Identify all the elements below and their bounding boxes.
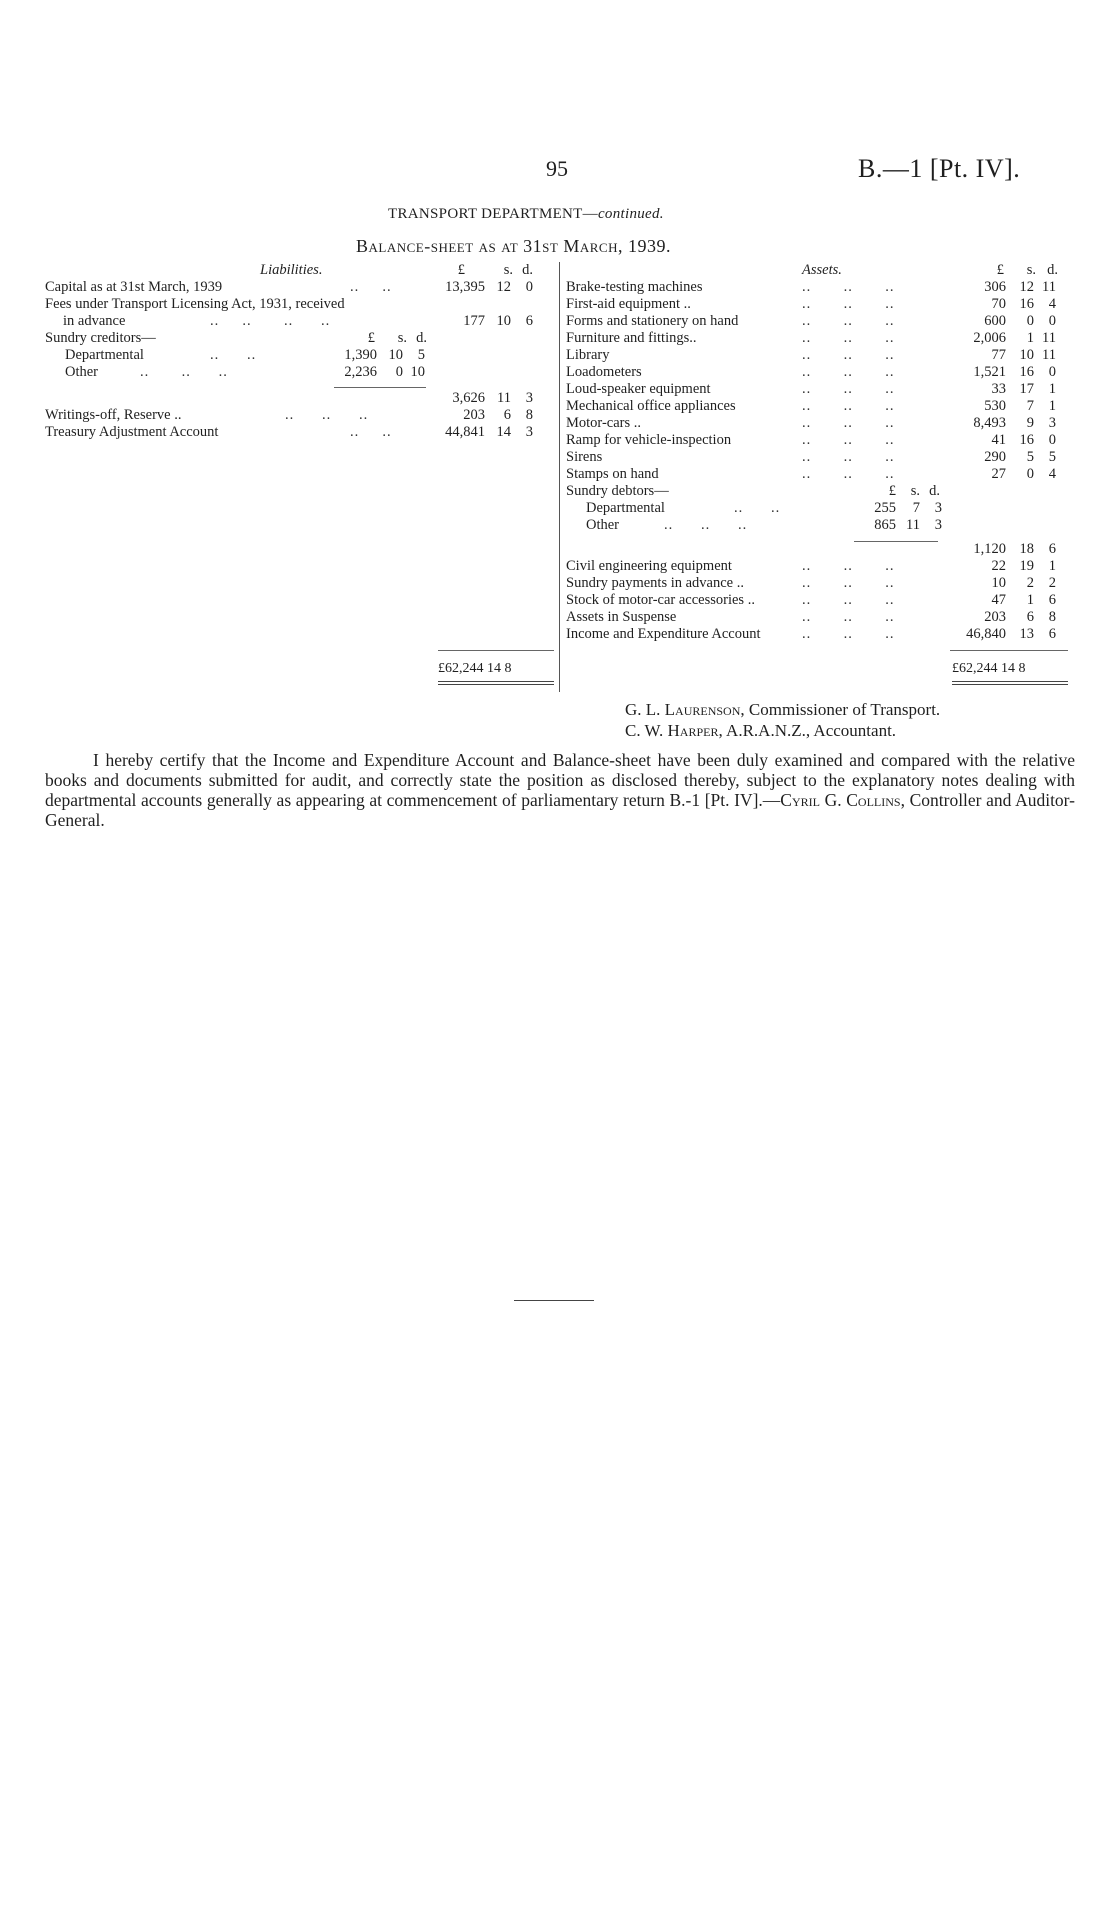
shillings: 12 [1019,279,1034,295]
pounds: 70 [991,296,1006,312]
row-label: Ramp for vehicle-inspection [566,432,732,448]
signature-accountant [625,721,896,741]
asset-row [566,381,1076,398]
leader-dots: .. .. .. [802,381,895,397]
pence: 0 [1048,364,1056,380]
total-rule-double-2 [438,684,554,685]
department-continued: continued. [597,206,664,222]
shillings: 19 [1019,558,1034,574]
pence: 5 [1048,449,1056,465]
pence: 1 [1048,398,1056,414]
pence: 6 [1048,541,1056,557]
row-label: Motor-cars .. [566,415,642,431]
total-amount: £62,244 14 8 [438,661,512,676]
pence: 11 [1042,330,1056,346]
audit-certificate [45,750,1075,830]
leader-dots: .. .. .. [664,517,748,533]
leader-dots: .. .. .. [802,626,895,642]
pounds: 530 [984,398,1006,414]
asset-row [566,279,1076,296]
shillings: 11 [906,517,920,533]
shillings: 0 [1026,466,1034,482]
row-label: Sundry debtors— [566,483,669,499]
asset-row [566,483,1076,500]
pence: 0 [1048,313,1056,329]
liability-row [45,313,555,330]
subtotal-rule [334,387,426,388]
liabilities-header-row [45,262,555,279]
leader-dots: .. .. .. [802,398,895,414]
shillings: 9 [1026,415,1034,431]
leader-dots: .. .. .. [802,432,895,448]
pence: 6 [525,313,533,329]
shillings: 16 [1019,296,1034,312]
asset-row [566,330,1076,347]
shillings: 7 [912,500,920,516]
pounds: 865 [874,517,896,533]
page-reference: B.—1 [Pt. IV]. [858,154,1021,183]
asset-row [566,398,1076,415]
pence: 1 [1048,558,1056,574]
row-label: Civil engineering equipment [566,558,732,574]
leader-dots: .. .. .. [802,575,895,591]
asset-row [566,415,1076,432]
asset-row [566,626,1076,643]
shillings: 11 [497,390,511,406]
row-label: Assets in Suspense [566,609,677,625]
pence: 1 [1048,381,1056,397]
leader-dots: .. .. .. [802,296,895,312]
leader-dots: .. .. .. [802,347,895,363]
asset-row [566,575,1076,592]
leader-dots: .. .. .. [802,609,895,625]
shillings: 16 [1019,364,1034,380]
asset-row [566,609,1076,626]
row-label: Departmental [65,347,144,363]
col-shillings: s. [503,262,513,278]
pence: 11 [1042,279,1056,295]
pounds: 33 [991,381,1006,397]
department-name: TRANSPORT DEPARTMENT— [388,206,598,222]
sub-col-pound: £ [888,483,896,499]
leader-dots: .. .. .. .. [210,313,331,329]
pounds: 1,120 [973,541,1006,557]
pence: 8 [525,407,533,423]
pounds: 27 [991,466,1006,482]
asset-row [566,364,1076,381]
pence: 10 [410,364,425,380]
shillings: 10 [1019,347,1034,363]
pounds: 3,626 [452,390,485,406]
pounds: 2,236 [344,364,377,380]
signature-commissioner [625,700,940,720]
pounds: 8,493 [973,415,1006,431]
liabilities-total [438,660,558,677]
leader-dots: .. .. [734,500,781,516]
shillings: 7 [1026,398,1034,414]
leader-dots: .. .. [350,424,392,440]
row-label: Sundry creditors— [45,330,156,346]
pounds: 306 [984,279,1006,295]
shillings: 13 [1019,626,1034,642]
balance-sheet-title: Balance-sheet as at 31st March, 1939. [356,236,671,256]
asset-row [566,558,1076,575]
leader-dots: .. .. .. [802,364,895,380]
shillings: 0 [395,364,403,380]
liability-row [45,364,555,381]
row-label: Sundry payments in advance .. [566,575,744,591]
shillings: 1 [1026,592,1034,608]
liability-row [45,390,555,407]
row-label: Sirens [566,449,603,465]
pence: 0 [1048,432,1056,448]
liability-row [45,424,555,441]
row-label: Other [65,364,99,380]
pence: 5 [417,347,425,363]
leader-dots: .. .. .. [140,364,228,380]
pounds: 255 [874,500,896,516]
assets-heading: Assets. [802,262,842,278]
footer-rule [514,1300,594,1301]
asset-row [566,541,1076,558]
shillings: 12 [496,279,511,295]
shillings: 6 [1026,609,1034,625]
column-divider [559,262,560,692]
leader-dots: .. .. .. [802,449,895,465]
asset-row [566,449,1076,466]
leader-dots: .. .. .. [802,558,895,574]
pence: 2 [1048,575,1056,591]
pence: 11 [1042,347,1056,363]
total-rule-top [950,650,1068,651]
total-rule-double-2 [952,684,1068,685]
commissioner-text: G. L. Laurenson, Commissioner of Transport. [625,700,941,719]
pence: 6 [1048,592,1056,608]
page-number: 95 [546,156,568,181]
total-rule-top [438,650,554,651]
col-pence: d. [1047,262,1058,278]
asset-row [566,592,1076,609]
shillings: 5 [1026,449,1034,465]
pounds: 47 [991,592,1006,608]
row-label: First-aid equipment .. [566,296,691,312]
liability-row [45,347,555,364]
leader-dots: .. .. .. [802,466,895,482]
leader-dots: .. .. .. [802,415,895,431]
row-label: Departmental [586,500,665,516]
pounds: 46,840 [966,626,1006,642]
sub-col-shillings: s. [397,330,407,346]
pounds: 203 [984,609,1006,625]
shillings: 10 [388,347,403,363]
asset-row [566,313,1076,330]
row-label: Stock of motor-car accessories .. [566,592,755,608]
shillings: 0 [1026,313,1034,329]
asset-row [566,466,1076,483]
leader-dots: .. .. .. [802,592,895,608]
col-shillings: s. [1026,262,1036,278]
pence: 8 [1048,609,1056,625]
pence: 3 [1048,415,1056,431]
row-label: Income and Expenditure Account [566,626,761,642]
col-pound: £ [996,262,1004,278]
leader-dots: .. .. .. [802,313,895,329]
leader-dots: .. .. [350,279,392,295]
pounds: 600 [984,313,1006,329]
pounds: 41 [991,432,1006,448]
liability-row [45,279,555,296]
pounds: 10 [991,575,1006,591]
row-label: Loud-speaker equipment [566,381,711,397]
asset-row [566,432,1076,449]
asset-row [566,500,1076,517]
col-pound: £ [457,262,465,278]
pounds: 203 [463,407,485,423]
shillings: 17 [1019,381,1034,397]
total-amount: £62,244 14 8 [952,661,1026,676]
pence: 3 [525,424,533,440]
pounds: 44,841 [445,424,485,440]
row-label: Treasury Adjustment Account [45,424,219,440]
sub-col-pound: £ [367,330,375,346]
row-label: Furniture and fittings.. [566,330,697,346]
pounds: 13,395 [445,279,485,295]
sub-col-shillings: s. [910,483,920,499]
row-label: Library [566,347,610,363]
shillings: 10 [496,313,511,329]
shillings: 2 [1026,575,1034,591]
row-label: Forms and stationery on hand [566,313,739,329]
shillings: 6 [503,407,511,423]
pence: 3 [934,517,942,533]
department-title [388,206,664,223]
pounds: 290 [984,449,1006,465]
pounds: 22 [991,558,1006,574]
pence: 3 [934,500,942,516]
row-label: Other [586,517,620,533]
asset-row [566,347,1076,364]
liability-row [45,407,555,424]
pounds: 1,521 [973,364,1006,380]
pence: 4 [1048,296,1056,312]
pence: 3 [525,390,533,406]
leader-dots: .. .. .. [285,407,369,423]
shillings: 1 [1026,330,1034,346]
sub-col-pence: d. [929,483,940,499]
asset-row [566,517,1076,534]
accountant-text: C. W. Harper, A.R.A.N.Z., Accountant. [625,721,897,740]
shillings: 18 [1019,541,1034,557]
assets-header-row [566,262,1076,279]
assets-total [952,660,1072,677]
row-label: Fees under Transport Licensing Act, 1931, received [45,296,345,312]
liability-row [45,296,555,313]
leader-dots: .. .. [210,347,257,363]
leader-dots: .. .. .. [802,279,895,295]
pence: 0 [525,279,533,295]
liabilities-heading: Liabilities. [260,262,323,278]
pounds: 77 [991,347,1006,363]
certificate-text: I hereby certify that the Income and Expenditure Account and Balance-sheet have been duly examined and compared with the relative books and documents submitted for audit, and correctly state the position as disclosed thereby, subject to the explanatory notes dealing with departmental accounts generally as appearing at commencement of parliamentary return B.-1 [Pt. IV].—Cyril G. Collins, Controller and Auditor-General. [45,750,1075,830]
pounds: 1,390 [344,347,377,363]
sub-col-pence: d. [416,330,427,346]
shillings: 14 [496,424,511,440]
leader-dots: .. .. .. [802,330,895,346]
total-rule-double-1 [438,681,554,682]
row-label: Capital as at 31st March, 1939 [45,279,223,295]
liability-row [45,330,555,347]
total-rule-double-1 [952,681,1068,682]
pence: 6 [1048,626,1056,642]
pence: 4 [1048,466,1056,482]
row-label: Loadometers [566,364,642,380]
row-label: Mechanical office appliances [566,398,736,414]
pounds: 177 [463,313,485,329]
shillings: 16 [1019,432,1034,448]
col-pence: d. [522,262,533,278]
row-label: Writings-off, Reserve .. [45,407,182,423]
pounds: 2,006 [973,330,1006,346]
asset-row [566,296,1076,313]
row-label: Brake-testing machines [566,279,703,295]
row-label: Stamps on hand [566,466,659,482]
row-label: in advance [63,313,126,329]
